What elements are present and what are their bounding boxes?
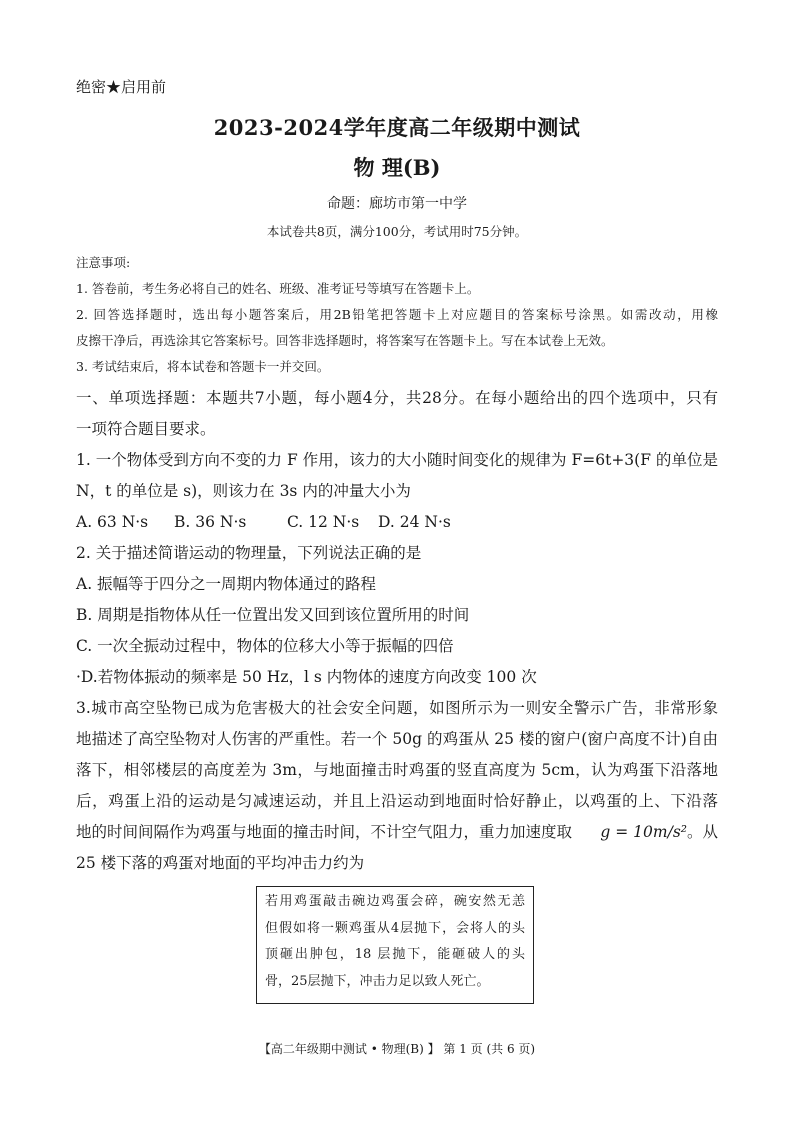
question-3-text: 地的时间间隔作为鸡蛋与地面的撞击时间，不计空气阻力，重力加速度取 xyxy=(76,823,573,841)
notes-item: 3. 考试结束后，将本试卷和答题卡一并交回。 xyxy=(76,359,330,374)
question-3-line: 后，鸡蛋上沿的运动是匀减速运动，并且上沿运动到地面时恰好静止，以鸡蛋的上、下沿落 xyxy=(76,792,718,810)
question-1-stem-cont: N，t 的单位是 s)，则该力在 3s 内的冲量大小为 xyxy=(76,482,411,500)
question-2-option-c: C. 一次全振动过程中，物体的位移大小等于振幅的四倍 xyxy=(76,637,454,655)
option-b: B. 36 N·s xyxy=(174,513,247,531)
option-d: D. 24 N·s xyxy=(378,513,451,531)
question-3-question: 25 楼下落的鸡蛋对地面的平均冲击力约为 xyxy=(76,854,365,872)
questions-body xyxy=(76,383,718,879)
ad-line: 顶砸出肿包，18 层抛下，能砸破人的头 xyxy=(265,947,525,962)
exam-title: 2023-2024学年度高二年级期中测试 xyxy=(213,115,581,140)
question-1-options xyxy=(76,507,718,538)
notes-section xyxy=(76,250,718,380)
question-1-stem: 1. 一个物体受到方向不变的力 F 作用，该力的大小随时间变化的规律为 F=6t+3(F 的单位是 xyxy=(76,451,718,469)
ad-line: 骨，25层抛下，冲击力足以致人死亡。 xyxy=(265,973,490,989)
exam-author: 命题：廊坊市第一中学 xyxy=(327,196,467,212)
question-3-text-end: 。从 xyxy=(686,823,718,841)
notes-heading: 注意事项: xyxy=(76,255,131,270)
section-heading-cont: 一项符合题目要求。 xyxy=(76,420,216,438)
ad-line: 但假如将一颗鸡蛋从4层抛下，会将人的头 xyxy=(265,920,525,936)
question-2-option-b: B. 周期是指物体从任一位置出发又回到该位置所用的时间 xyxy=(76,606,470,624)
question-2-stem: 2. 关于描述简谐运动的物理量，下列说法正确的是 xyxy=(76,544,422,562)
safety-ad-box xyxy=(256,886,534,1004)
exam-info: 本试卷共8页，满分100分，考试用时75分钟。 xyxy=(266,224,528,239)
question-3-line: 落下，相邻楼层的高度差为 3m，与地面撞击时鸡蛋的竖直高度为 5cm，认为鸡蛋下沿落地 xyxy=(76,761,718,779)
question-2-option-d: ·D.若物体振动的频率是 50 Hz，l s 内物体的速度方向改变 100 次 xyxy=(76,668,537,686)
notes-item: 皮擦干净后，再选涂其它答案标号。回答非选择题时，将答案写在答题卡上。写在本试卷上无效。 xyxy=(76,333,614,348)
option-a: A. 63 N·s xyxy=(76,513,149,531)
page-footer: 【高二年级期中测试 • 物理(B) 】 第 1 页 (共 6 页) xyxy=(258,1042,536,1056)
notes-item: 2. 回答选择题时，选出每小题答案后，用2B铅笔把答题卡上对应题目的答案标号涂黑。如需改动，用橡 xyxy=(76,307,718,322)
question-3-line: 地描述了高空坠物对人伤害的严重性。若一个 50g 的鸡蛋从 25 楼的窗户(窗户高度不计)自由 xyxy=(76,730,718,748)
exam-subtitle: 物 理(B) xyxy=(353,155,441,180)
question-3-line-formula xyxy=(76,817,718,848)
section-heading: 一、单项选择题：本题共7小题，每小题4分，共28分。在每小题给出的四个选项中，只有 xyxy=(76,389,718,407)
secret-mark: 绝密★启用前 xyxy=(76,78,167,96)
option-c: C. 12 N·s xyxy=(287,513,360,531)
question-3-formula-wrap xyxy=(600,817,718,848)
notes-item: 1. 答卷前，考生务必将自己的姓名、班级、准考证号等填写在答题卡上。 xyxy=(76,281,480,296)
question-2-option-a: A. 振幅等于四分之一周期内物体通过的路程 xyxy=(76,575,377,593)
question-3-line: 3.城市高空坠物已成为危害极大的社会安全问题，如图所示为一则安全警示广告，非常形象 xyxy=(76,699,718,717)
gravity-formula: g = 10m/s² xyxy=(600,823,687,841)
ad-line: 若用鸡蛋敲击碗边鸡蛋会碎，碗安然无恙 xyxy=(265,894,525,909)
